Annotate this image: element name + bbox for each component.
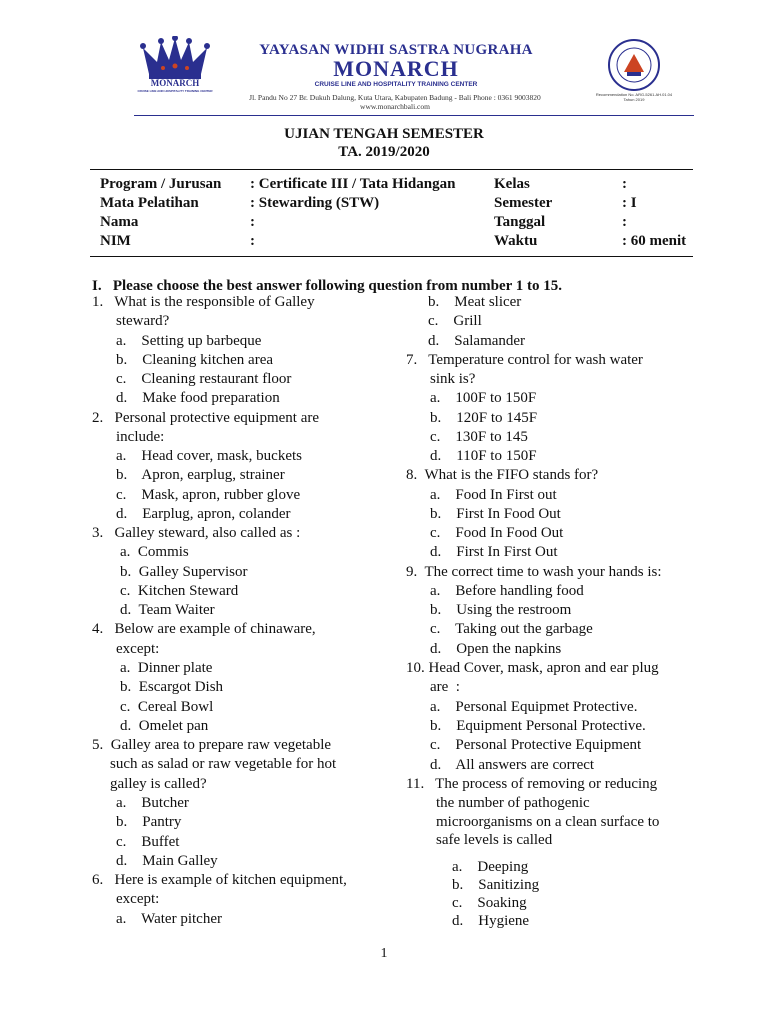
question-line: 4. Below are example of chinaware, — [92, 621, 316, 637]
info-value2: : 60 menit — [622, 233, 687, 249]
question-line: b. Pantry — [116, 814, 182, 830]
question-line: microorganisms on a clean surface to — [436, 814, 660, 830]
question-line: a. Commis — [120, 544, 189, 560]
question-line: 11. The process of removing or reducing — [406, 776, 658, 792]
exam-title: UJIAN TENGAH SEMESTER — [284, 126, 484, 142]
question-line: d. Earplug, apron, colander — [116, 506, 291, 522]
info-label2: Waktu — [494, 233, 538, 249]
question-line: d. 110F to 150F — [430, 448, 537, 464]
org-name: YAYASAN WIDHI SASTRA NUGRAHA — [259, 42, 533, 58]
question-line: b. 120F to 145F — [430, 410, 538, 426]
question-line: c. Cleaning restaurant floor — [116, 371, 292, 387]
question-line: 9. The correct time to wash your hands is: — [406, 564, 662, 580]
question-line: except: — [116, 641, 160, 657]
question-line: 3. Galley steward, also called as : — [92, 525, 301, 541]
info-label2: Tanggal — [494, 214, 546, 230]
info-label2: Semester — [494, 195, 553, 211]
question-line: c. Taking out the garbage — [430, 621, 593, 637]
question-line: the number of pathogenic — [436, 795, 590, 811]
question-line: steward? — [116, 313, 170, 329]
school-address-block — [220, 93, 570, 111]
header-divider — [134, 115, 694, 116]
exam-year: TA. 2019/2020 — [338, 144, 430, 160]
school-subtitle: CRUISE LINE AND HOSPITALITY TRAINING CENTER — [314, 81, 478, 88]
logo-left-small: CRUISE LINE AND HOSPITALITY TRAINING CENTER — [137, 89, 213, 93]
question-line: d. First In First Out — [430, 544, 558, 560]
question-line: such as salad or raw vegetable for hot — [110, 756, 337, 772]
info-label: Nama — [100, 214, 139, 230]
question-line: d. Main Galley — [116, 853, 218, 869]
student-info-table — [90, 169, 693, 257]
question-line: 6. Here is example of kitchen equipment, — [92, 872, 347, 888]
question-line: safe levels is called — [436, 832, 553, 848]
question-line: 10. Head Cover, mask, apron and ear plug — [406, 660, 659, 676]
question-line: b. First In Food Out — [430, 506, 561, 522]
question-line: 2. Personal protective equipment are — [92, 410, 320, 426]
school-name: MONARCH — [333, 56, 459, 81]
question-line: a. Setting up barbeque — [116, 333, 262, 349]
question-line: a. Before handling food — [430, 583, 584, 599]
question-line: d. Team Waiter — [120, 602, 215, 618]
question-line: b. Using the restroom — [430, 602, 572, 618]
question-line: d. Salamander — [428, 333, 526, 349]
school-address: Jl. Pandu No 27 Br. Dukuh Dalung, Kuta Utara, Kabupaten Badung - Bali Phone : 0361 9003820 — [249, 93, 541, 102]
info-value: : Certificate III / Tata Hidangan — [250, 176, 456, 192]
question-line: b. Sanitizing — [452, 877, 540, 893]
question-line: a. Water pitcher — [116, 911, 222, 927]
info-value: : — [250, 233, 255, 249]
question-line: c. Grill — [428, 313, 482, 329]
info-value2: : I — [622, 195, 637, 211]
info-value: : — [250, 214, 255, 230]
question-line: 5. Galley area to prepare raw vegetable — [92, 737, 332, 753]
question-line: b. Meat slicer — [428, 294, 522, 310]
info-row — [90, 214, 693, 233]
question-line: c. Cereal Bowl — [120, 699, 214, 715]
question-line: d. Hygiene — [452, 913, 530, 929]
info-label2: Kelas — [494, 176, 530, 192]
question-line: a. Personal Equipmet Protective. — [430, 699, 638, 715]
question-line: a. Deeping — [452, 859, 529, 875]
question-line: b. Escargot Dish — [120, 679, 224, 695]
question-line: include: — [116, 429, 165, 445]
question-line: sink is? — [430, 371, 476, 387]
info-row — [90, 195, 693, 214]
question-line: c. Buffet — [116, 834, 180, 850]
question-line: c. 130F to 145 — [430, 429, 528, 445]
question-line: d. Open the napkins — [430, 641, 562, 657]
question-line: c. Mask, apron, rubber glove — [116, 487, 301, 503]
logo-left-text: MONARCH — [150, 78, 200, 88]
question-line: 7. Temperature control for wash water — [406, 352, 643, 368]
question-line: c. Soaking — [452, 895, 527, 911]
section-heading: I. Please choose the best answer following question from number 1 to 15. — [92, 278, 562, 294]
question-line: except: — [116, 891, 160, 907]
question-line: b. Galley Supervisor — [120, 564, 248, 580]
school-website: www.monarchbali.com — [360, 102, 430, 111]
question-line: galley is called? — [110, 776, 207, 792]
logo-right-small: Recommendation No. ARG-5261.AH.01.04 Tahun 2019 — [595, 92, 673, 102]
question-line: c. Personal Protective Equipment — [430, 737, 642, 753]
question-line: d. Omelet pan — [120, 718, 209, 734]
monarch-crown-logo — [135, 36, 215, 98]
info-label: NIM — [100, 233, 131, 249]
question-line: 1. What is the responsible of Galley — [92, 294, 315, 310]
question-line: are : — [430, 679, 460, 695]
info-value2: : — [622, 176, 627, 192]
question-line: a. Butcher — [116, 795, 189, 811]
info-label: Program / Jurusan — [100, 176, 222, 192]
question-line: a. Head cover, mask, buckets — [116, 448, 302, 464]
info-value: : Stewarding (STW) — [250, 195, 380, 211]
info-row — [90, 176, 693, 195]
page-number: 1 — [380, 946, 388, 961]
info-value2: : — [622, 214, 627, 230]
question-line: c. Kitchen Steward — [120, 583, 239, 599]
info-label: Mata Pelatihan — [100, 195, 199, 211]
question-line: b. Apron, earplug, strainer — [116, 467, 285, 483]
question-line: c. Food In Food Out — [430, 525, 564, 541]
info-row — [90, 233, 693, 252]
question-line: b. Equipment Personal Protective. — [430, 718, 646, 734]
question-line: d. Make food preparation — [116, 390, 280, 406]
question-line: 8. What is the FIFO stands for? — [406, 467, 599, 483]
question-line: a. Food In First out — [430, 487, 557, 503]
question-line: b. Cleaning kitchen area — [116, 352, 274, 368]
question-line: d. All answers are correct — [430, 757, 595, 773]
question-line: a. Dinner plate — [120, 660, 213, 676]
accreditation-seal-logo — [597, 38, 671, 104]
question-line: a. 100F to 150F — [430, 390, 537, 406]
